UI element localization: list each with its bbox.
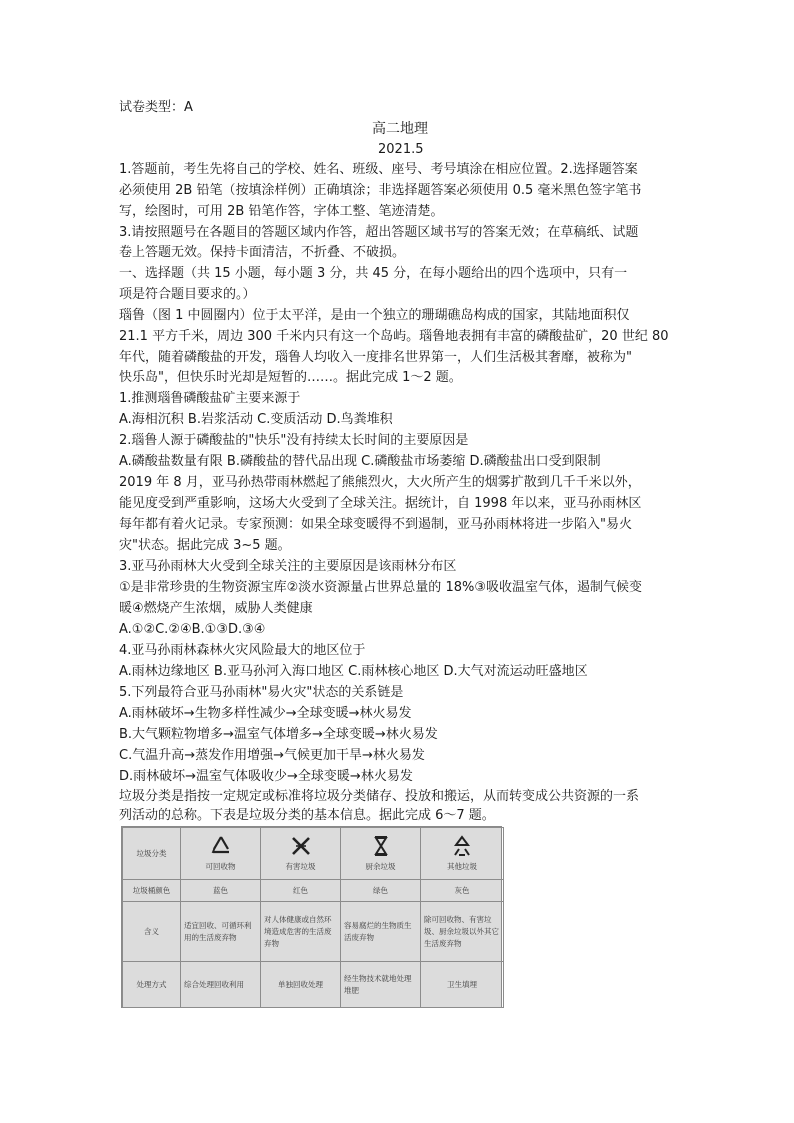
option-5a: A.雨林破坏→生物多样性减少→全球变暖→林火易发 [119,706,412,721]
options-4: A.雨林边缘地区 B.亚马孙河入海口地区 C.雨林核心地区 D.大气对流运动旺盛地区 [119,664,588,679]
recycle-icon [209,835,233,857]
treatment-cell: 经生物技术就地处理堆肥 [341,962,421,1008]
category-other: 其他垃圾 [421,828,504,880]
garbage-classification-table [121,826,502,1008]
options-3: A.①②C.②④B.①③D.③④ [119,622,266,637]
option-5c: C.气温升高→蒸发作用增强→气候更加干旱→林火易发 [119,748,425,763]
passage-line: 2019 年 8 月，亚马孙热带雨林燃起了熊熊烈火，大火所产生的烟雾扩散到几千千米以外， [119,475,641,490]
text-line: 必须使用 2B 铅笔（按填涂样例）正确填涂；非选择题答案必须使用 0.5 毫米黑色签字笔书 [119,183,642,198]
treatment-cell: 单独回收处理 [261,962,341,1008]
other-waste-icon [450,835,474,857]
statements-3: ①是非常珍贵的生物资源宝库②淡水资源量占世界总量的 18%③吸收温室气体，遏制气候变 [119,580,642,595]
option-5d: D.雨林破坏→温室气体吸收少→全球变暖→林火易发 [119,769,413,784]
row-header: 垃圾桶颜色 [123,880,181,902]
section-heading: 一、选择题（共 15 小题，每小题 3 分，共 45 分，在每小题给出的四个选项中，只有一 [119,266,628,281]
passage-line: 垃圾分类是指按一定规定或标准将垃圾分类储存、投放和搬运，从而转变成公共资源的一系 [119,789,640,804]
page-title: 高二地理 [372,121,428,137]
treatment-cell: 卫生填埋 [421,962,504,1008]
meaning-cell: 适宜回收、可循环利用的生活废弃物 [181,902,261,962]
question-1: 1.推测瑙鲁磷酸盐矿主要来源于 [119,391,301,406]
passage-line: 灾"状态。据此完成 3~5 题。 [119,538,291,553]
treatment-cell: 综合处理回收利用 [181,962,261,1008]
bin-color: 灰色 [421,880,504,902]
text-line: 项是符合题目要求的。） [119,287,256,302]
hazardous-icon [289,835,313,857]
category-hazardous: 有害垃圾 [261,828,341,880]
question-2: 2.瑙鲁人源于磷酸盐的"快乐"没有持续太长时间的主要原因是 [119,433,469,448]
category-recyclable: 可回收物 [181,828,261,880]
question-5: 5.下列最符合亚马孙雨林"易火灾"状态的关系链是 [119,685,404,700]
text-line: 1.答题前，考生先将自己的学校、姓名、班级、座号、考号填涂在相应位置。2.选择题答案 [119,162,638,177]
passage-line: 21.1 平方千米，周边 300 千米内只有这一个岛屿。瑙鲁地表拥有丰富的磷酸盐矿，20 世纪 80 [119,329,669,344]
passage-line: 列活动的总称。下表是垃圾分类的基本信息。据此完成 6～7 题。 [119,808,495,823]
question-4: 4.亚马孙雨林森林火灾风险最大的地区位于 [119,643,366,658]
passage-line: 瑙鲁（图 1 中圆圈内）位于太平洋，是由一个独立的珊瑚礁岛构成的国家，其陆地面积仅 [119,308,630,323]
meaning-cell: 对人体健康或自然环境造成危害的生活废弃物 [261,902,341,962]
passage-line: 每年都有着火记录。专家预测：如果全球变暖得不到遏制，亚马孙雨林将进一步陷入"易火 [119,517,632,532]
question-3: 3.亚马孙雨林大火受到全球关注的主要原因是该雨林分布区 [119,559,457,574]
text-line: 卷上答题无效。保持卡面清洁，不折叠、不破损。 [119,245,406,260]
passage-line: 快乐岛"，但快乐时光却是短暂的……。据此完成 1～2 题。 [119,370,462,385]
passage-line: 能见度受到严重影响，这场大火受到了全球关注。据统计，自 1998 年以来，亚马孙雨林区 [119,496,642,511]
option-5b: B.大气颗粒物增多→温室气体增多→全球变暖→林火易发 [119,727,438,742]
meaning-cell: 除可回收物、有害垃圾、厨余垃圾以外其它生活废弃物 [421,902,504,962]
options-1: A.海相沉积 B.岩浆活动 C.变质活动 D.鸟粪堆积 [119,412,393,427]
category-kitchen: 厨余垃圾 [341,828,421,880]
exam-date: 2021.5 [378,142,424,157]
bin-color: 绿色 [341,880,421,902]
text-line: 写，绘图时，可用 2B 铅笔作答，字体工整、笔迹清楚。 [119,204,444,219]
meaning-cell: 容易腐烂的生物质生活废弃物 [341,902,421,962]
row-header: 含义 [123,902,181,962]
row-header: 处理方式 [123,962,181,1008]
options-2: A.磷酸盐数量有限 B.磷酸盐的替代品出现 C.磷酸盐市场萎缩 D.磷酸盐出口受到限制 [119,454,601,469]
bin-color: 红色 [261,880,341,902]
text-line: 3.请按照题号在各题目的答题区域内作答，超出答题区域书写的答案无效；在草稿纸、试题 [119,225,639,240]
paper-type: 试卷类型：A [119,100,193,115]
passage-line: 年代，随着磷酸盐的开发，瑙鲁人均收入一度排名世界第一，人们生活极其奢靡，被称为" [119,350,632,365]
bin-color: 蓝色 [181,880,261,902]
hourglass-icon [369,835,393,857]
row-header: 垃圾分类 [123,828,181,880]
statements-3: 暖④燃烧产生浓烟，威胁人类健康 [119,601,313,616]
